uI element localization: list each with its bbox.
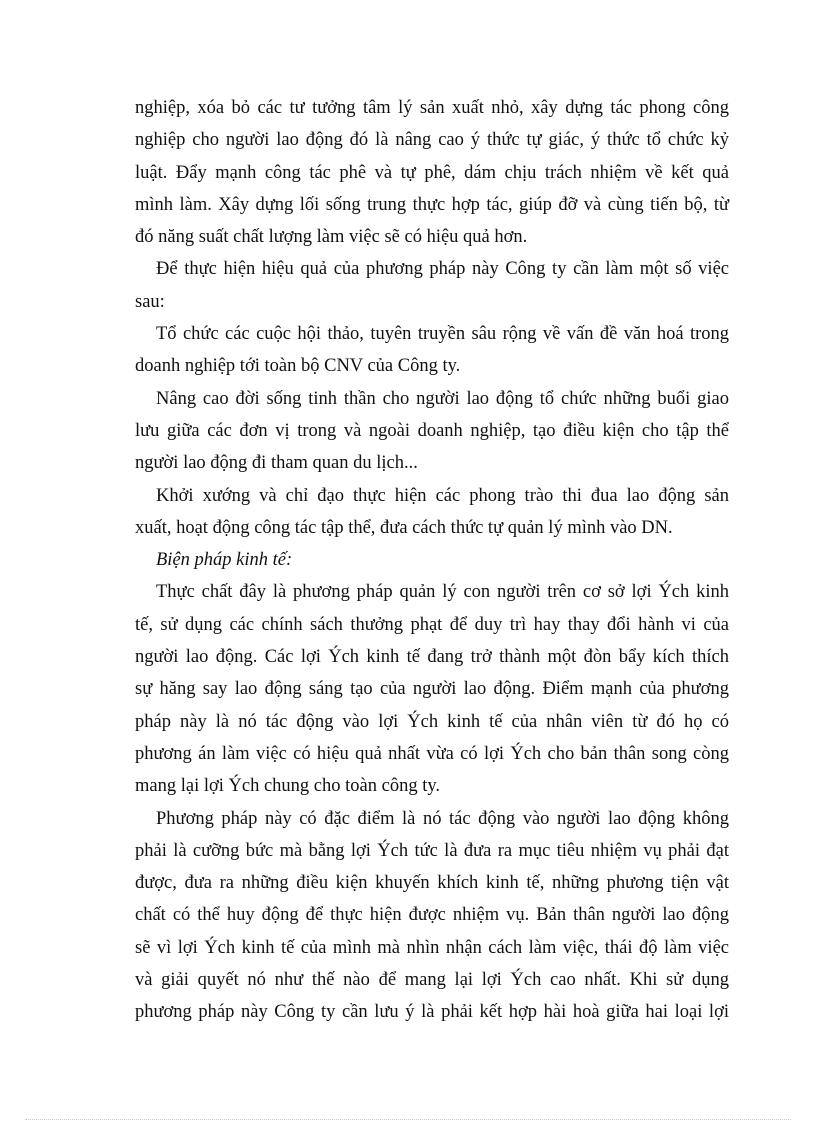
text-line: sau: [135,291,165,312]
text-line: phải là cưỡng bức mà bằng lợi Ých tức là đưa ra mục tiêu nhiệm vụ phải đạt [135,840,729,861]
document-body [135,92,729,1029]
section-heading: Biện pháp kinh tế: [156,550,293,571]
text-line: đó năng suất chất lượng làm việc sẽ có hiệu quả hơn. [135,227,528,248]
text-line: mình làm. Xây dựng lối sống trung thực hợp tác, giúp đỡ và cùng tiến bộ, từ [135,194,729,215]
text-line: nghiệp cho người lao động đó là nâng cao ý thức tự giác, ý thức tổ chức kỷ [135,130,729,151]
paragraph-first-line: Thực chất đây là phương pháp quản lý con người trên cơ sở lợi Ých kinh [156,582,729,603]
text-line: lưu giữa các đơn vị trong và ngoài doanh nghiệp, tạo điều kiện cho tập thể [135,420,729,441]
paragraph-first-line: Phương pháp này có đặc điểm là nó tác động vào người lao động không [156,808,729,829]
paragraph-first-line: Khởi xướng và chỉ đạo thực hiện các phong trào thi đua lao động sản [156,485,729,506]
text-line: sẽ vì lợi Ých kinh tế của mình mà nhìn nhận cách làm việc, thái độ làm việc [135,937,729,958]
text-line: tế, sử dụng các chính sách thưởng phạt để duy trì hay thay đổi hành vi của [135,614,729,635]
text-line: phương pháp này Công ty cần lưu ý là phải kết hợp hài hoà giữa hai loại lợi [135,1002,729,1023]
text-line: người lao động đi tham quan du lịch... [135,453,418,474]
text-line: người lao động. Các lợi Ých kinh tế đang trở thành một đòn bẩy kích thích [135,647,729,668]
text-line: doanh nghiệp tới toàn bộ CNV của Công ty. [135,356,461,377]
paragraph-first-line: Để thực hiện hiệu quả của phương pháp này Công ty cần làm một số việc [156,259,729,280]
text-line: xuất, hoạt động công tác tập thể, đưa cách thức tự quản lý mình vào DN. [135,517,673,538]
text-line: được, đưa ra những điều kiện khuyến khích kinh tế, những phương tiện vật [135,873,729,894]
text-line: sự hăng say lao động sáng tạo của người lao động. Điểm mạnh của phương [135,679,729,700]
text-line: mang lại lợi Ých chung cho toàn công ty. [135,776,441,797]
page-bottom-divider [25,1119,791,1120]
text-line: phương án làm việc có hiệu quả nhất vừa có lợi Ých cho bản thân song còng [135,743,729,764]
text-line: và giải quyết nó như thế nào để mang lại lợi Ých cao nhất. Khi sử dụng [135,970,729,991]
text-line: chất có thể huy động để thực hiện được nhiệm vụ. Bản thân người lao động [135,905,729,926]
text-line: pháp này là nó tác động vào lợi Ých kinh tế của nhân viên từ đó họ có [135,711,729,732]
paragraph-first-line: Nâng cao đời sống tinh thần cho người lao động tổ chức những buổi giao [156,388,729,409]
text-line: luật. Đẩy mạnh công tác phê và tự phê, dám chịu trách nhiệm về kết quả [135,162,729,183]
paragraph-first-line: Tổ chức các cuộc hội thảo, tuyên truyền sâu rộng về vấn đề văn hoá trong [156,324,729,345]
text-line: nghiệp, xóa bỏ các tư tưởng tâm lý sản xuất nhỏ, xây dựng tác phong công [135,98,729,118]
